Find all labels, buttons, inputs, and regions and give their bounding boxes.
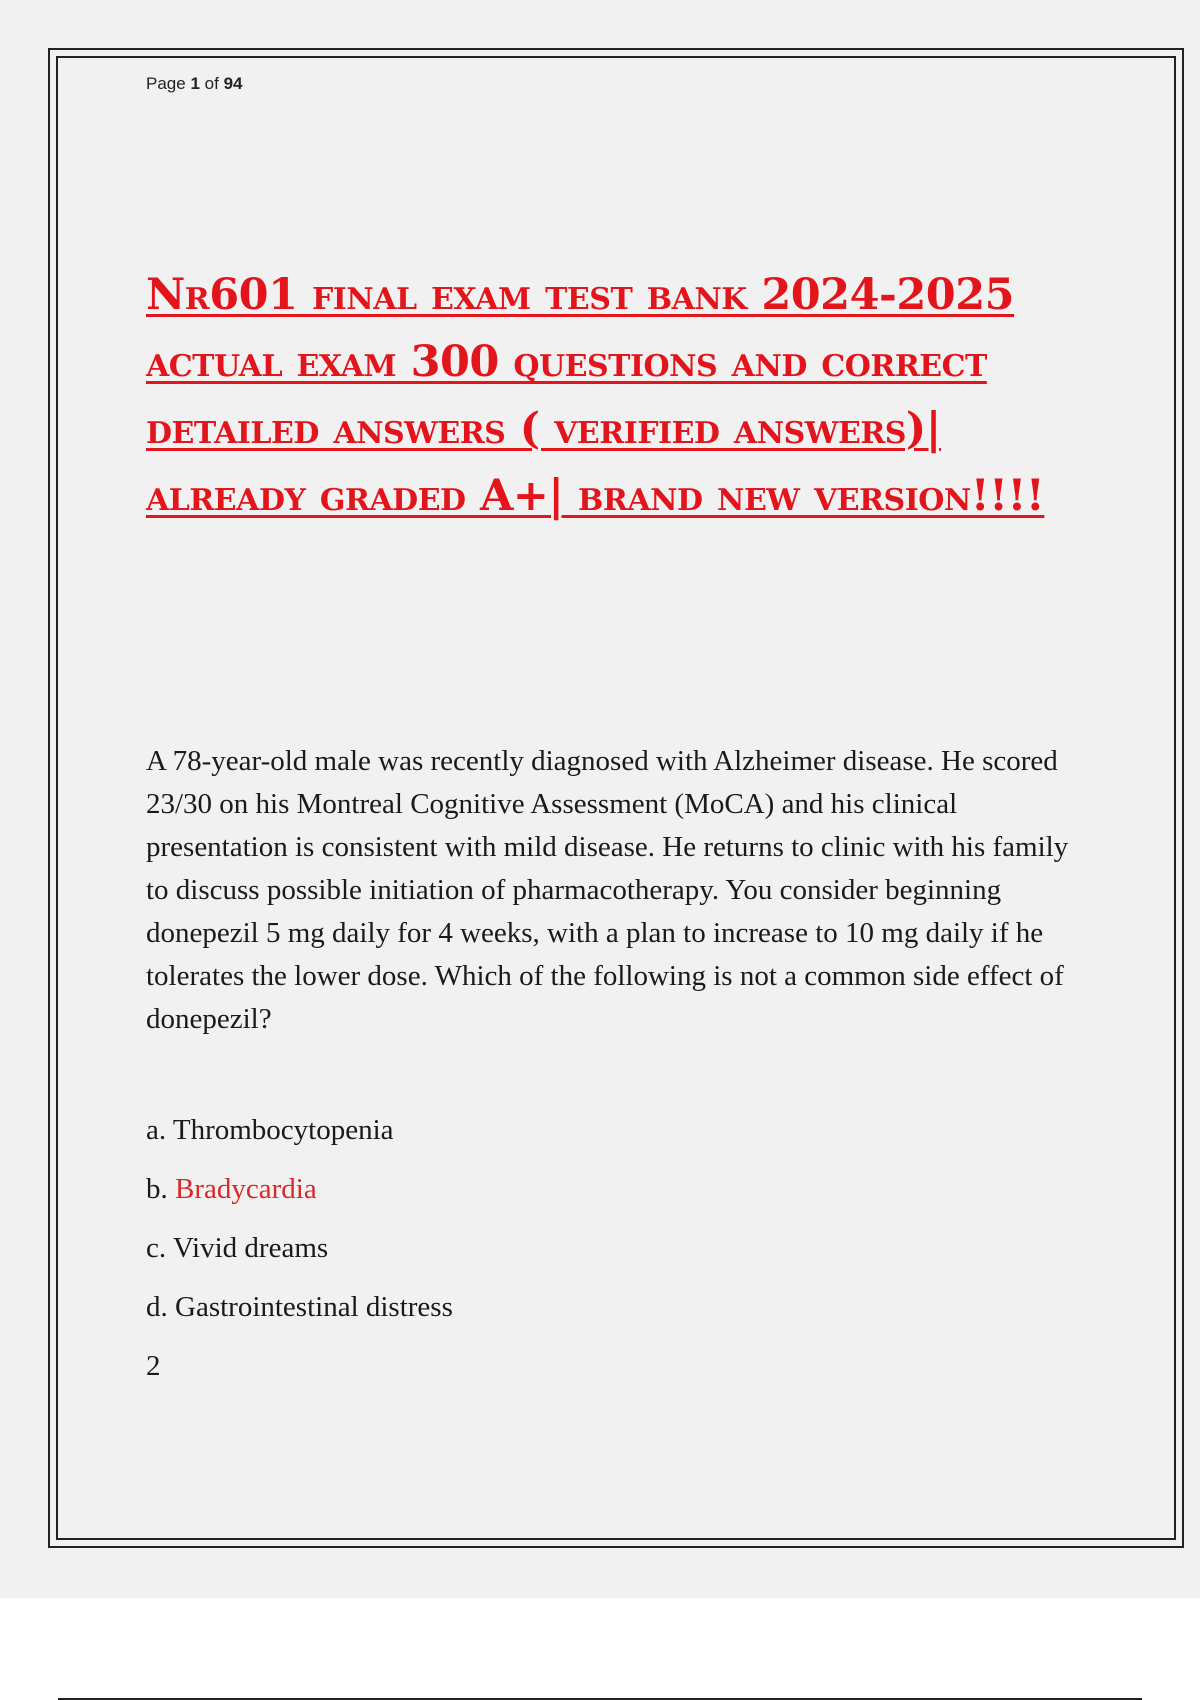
option-d [146, 1291, 453, 1324]
option-d-letter: d. [146, 1291, 168, 1323]
option-a-letter: a. [146, 1114, 167, 1146]
option-b-letter: b. [146, 1173, 168, 1205]
option-a [146, 1114, 394, 1147]
option-c-text: Vivid dreams [172, 1232, 329, 1264]
option-c-letter: c. [146, 1232, 167, 1264]
page-of: of [204, 74, 219, 93]
page-number [146, 74, 242, 94]
document-title: Nr601 final exam test bank 2024-2025 actual exam 300 questions and correct detailed answers ( verified answers)| already graded A+| brand new version!!!! [146, 270, 1045, 521]
option-a-text: Thrombocytopenia [172, 1114, 394, 1146]
option-d-text: Gastrointestinal distress [175, 1291, 453, 1323]
question-text: A 78-year-old male was recently diagnosed with Alzheimer disease. He scored 23/30 on his Montreal Cognitive Assessment (MoCA) and his clinical presentation is consistent with mild disease. He returns to clinic with his family to discuss possible initiation of pharmacotherapy. You consider beginning donepezil 5 mg daily for 4 weeks, with a plan to increase to 10 mg daily if he tolerates the lower dose. Which of the following is not a common side effect of donepezil? [146, 745, 1069, 1035]
option-b-text-correct: Bradycardia [175, 1173, 317, 1205]
page-current: 1 [190, 74, 200, 93]
page-total: 94 [223, 74, 243, 93]
page-label: Page [146, 74, 186, 93]
answer-number: 2 [146, 1350, 161, 1382]
option-c [146, 1232, 328, 1265]
option-b [146, 1173, 317, 1206]
